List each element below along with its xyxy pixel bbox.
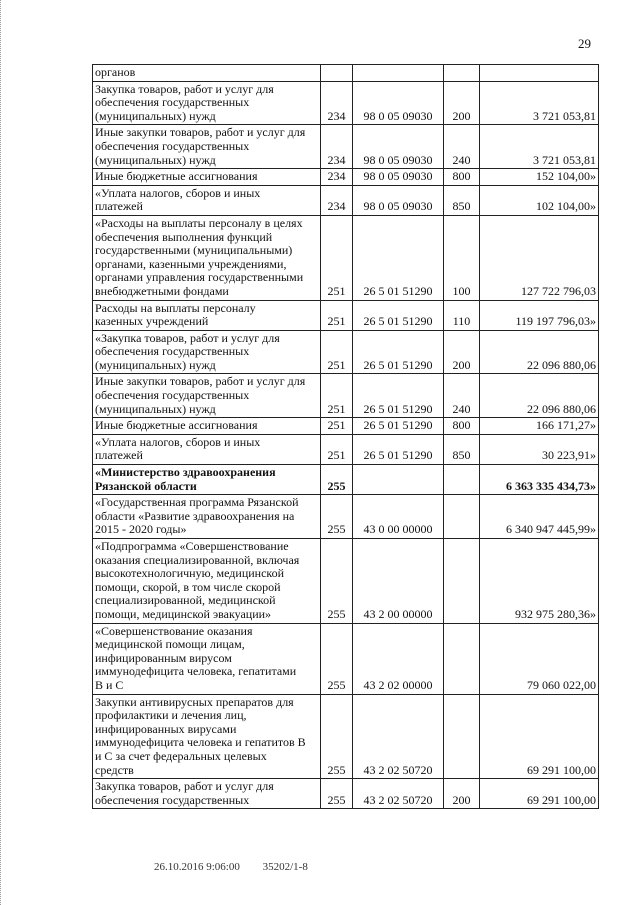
row-code: 255	[321, 779, 353, 809]
row-amount: 6 363 335 434,73»	[480, 465, 599, 495]
row-classification: 26 5 01 51290	[353, 300, 444, 330]
row-expense-type	[444, 694, 480, 779]
table-row	[93, 185, 599, 215]
budget-table-body	[93, 65, 599, 809]
row-classification: 26 5 01 51290	[353, 215, 444, 300]
page-number: 29	[578, 36, 591, 51]
row-name: «Уплата налогов, сборов и иных платежей	[93, 434, 321, 464]
table-row	[93, 434, 599, 464]
row-expense-type: 240	[444, 374, 480, 418]
row-expense-type: 850	[444, 434, 480, 464]
footer-doc-id: 35202/1-8	[262, 861, 308, 873]
row-code: 255	[321, 465, 353, 495]
row-amount: 932 975 280,36»	[480, 539, 599, 624]
row-name: «Государственная программа Рязанской области «Развитие здравоохранения на 2015 - 2020 годы»	[93, 495, 321, 539]
footer-datetime: 26.10.2016 9:06:00	[154, 861, 240, 873]
row-expense-type: 100	[444, 215, 480, 300]
row-classification	[353, 65, 444, 82]
row-name: Иные закупки товаров, работ и услуг для обеспечения государственных (муниципальных) нужд	[93, 374, 321, 418]
row-classification: 26 5 01 51290	[353, 434, 444, 464]
row-code: 251	[321, 418, 353, 435]
table-row	[93, 495, 599, 539]
table-row	[93, 539, 599, 624]
row-name: Иные закупки товаров, работ и услуг для обеспечения государственных (муниципальных) нужд	[93, 125, 321, 169]
budget-table	[92, 64, 599, 809]
row-name: Закупка товаров, работ и услуг для обеспечения государственных (муниципальных) нужд	[93, 81, 321, 125]
table-row	[93, 694, 599, 779]
table-row	[93, 330, 599, 374]
row-amount: 69 291 100,00	[480, 694, 599, 779]
row-name: Иные бюджетные ассигнования	[93, 418, 321, 435]
row-amount: 119 197 796,03»	[480, 300, 599, 330]
row-classification: 43 2 02 50720	[353, 694, 444, 779]
row-classification: 26 5 01 51290	[353, 418, 444, 435]
row-amount: 69 291 100,00	[480, 779, 599, 809]
table-row	[93, 169, 599, 186]
row-classification: 43 2 02 00000	[353, 623, 444, 694]
row-name: «Министерство здравоохранения Рязанской области	[93, 465, 321, 495]
row-code: 234	[321, 81, 353, 125]
row-name: органов	[93, 65, 321, 82]
row-expense-type	[444, 65, 480, 82]
row-amount: 79 060 022,00	[480, 623, 599, 694]
row-code: 234	[321, 185, 353, 215]
row-classification: 98 0 05 09030	[353, 81, 444, 125]
left-margin-marks	[0, 0, 5, 905]
row-code: 255	[321, 495, 353, 539]
row-expense-type: 800	[444, 169, 480, 186]
row-amount	[480, 65, 599, 82]
row-expense-type: 110	[444, 300, 480, 330]
row-classification: 98 0 05 09030	[353, 169, 444, 186]
row-expense-type: 200	[444, 779, 480, 809]
row-classification	[353, 465, 444, 495]
row-amount: 3 721 053,81	[480, 81, 599, 125]
row-amount: 22 096 880,06	[480, 374, 599, 418]
row-code: 255	[321, 623, 353, 694]
row-code: 251	[321, 300, 353, 330]
row-expense-type: 200	[444, 81, 480, 125]
table-row	[93, 65, 599, 82]
row-name: «Закупка товаров, работ и услуг для обеспечения государственных (муниципальных) нужд	[93, 330, 321, 374]
row-code: 234	[321, 125, 353, 169]
table-row	[93, 418, 599, 435]
row-code: 251	[321, 374, 353, 418]
row-expense-type	[444, 539, 480, 624]
row-name: Закупки антивирусных препаратов для профилактики и лечения лиц, инфицированных вирусами иммунодефицита человека и гепатитов В и С за счет федеральных целевых средств	[93, 694, 321, 779]
row-name: Расходы на выплаты персоналу казенных учреждений	[93, 300, 321, 330]
row-classification: 26 5 01 51290	[353, 374, 444, 418]
row-amount: 166 171,27»	[480, 418, 599, 435]
row-classification: 26 5 01 51290	[353, 330, 444, 374]
row-expense-type	[444, 495, 480, 539]
row-classification: 43 0 00 00000	[353, 495, 444, 539]
row-name: «Подпрограмма «Совершенствование оказания специализированной, включая высокотехнологичную, медицинской помощи, скорой, в том числе скорой специализированной, медицинской помощи, медицинской эвакуации»	[93, 539, 321, 624]
table-row	[93, 215, 599, 300]
row-name: «Уплата налогов, сборов и иных платежей	[93, 185, 321, 215]
row-code: 251	[321, 330, 353, 374]
row-name: «Расходы на выплаты персоналу в целях обеспечения выполнения функций государственными (муниципальными) органами, казенными учреждениями, органами управления государственными внебюджетными фондами	[93, 215, 321, 300]
row-amount: 30 223,91»	[480, 434, 599, 464]
row-classification: 98 0 05 09030	[353, 185, 444, 215]
row-amount: 152 104,00»	[480, 169, 599, 186]
row-name: Закупка товаров, работ и услуг для обеспечения государственных	[93, 779, 321, 809]
row-expense-type: 800	[444, 418, 480, 435]
row-classification: 43 2 02 50720	[353, 779, 444, 809]
row-expense-type	[444, 465, 480, 495]
table-row	[93, 300, 599, 330]
table-row	[93, 465, 599, 495]
row-classification: 98 0 05 09030	[353, 125, 444, 169]
row-name: Иные бюджетные ассигнования	[93, 169, 321, 186]
row-code: 255	[321, 539, 353, 624]
row-expense-type: 200	[444, 330, 480, 374]
row-expense-type: 850	[444, 185, 480, 215]
row-expense-type: 240	[444, 125, 480, 169]
row-name: «Совершенствование оказания медицинской помощи лицам, инфицированным вирусом иммунодефицита человека, гепатитами В и С	[93, 623, 321, 694]
row-amount: 102 104,00»	[480, 185, 599, 215]
table-row	[93, 374, 599, 418]
row-expense-type	[444, 623, 480, 694]
row-amount: 3 721 053,81	[480, 125, 599, 169]
row-code: 234	[321, 169, 353, 186]
row-amount: 127 722 796,03	[480, 215, 599, 300]
row-classification: 43 2 00 00000	[353, 539, 444, 624]
table-row	[93, 81, 599, 125]
row-amount: 22 096 880,06	[480, 330, 599, 374]
document-footer	[154, 861, 308, 873]
table-row	[93, 125, 599, 169]
row-code: 255	[321, 694, 353, 779]
row-code	[321, 65, 353, 82]
row-code: 251	[321, 434, 353, 464]
row-code: 251	[321, 215, 353, 300]
table-row	[93, 779, 599, 809]
row-amount: 6 340 947 445,99»	[480, 495, 599, 539]
table-row	[93, 623, 599, 694]
